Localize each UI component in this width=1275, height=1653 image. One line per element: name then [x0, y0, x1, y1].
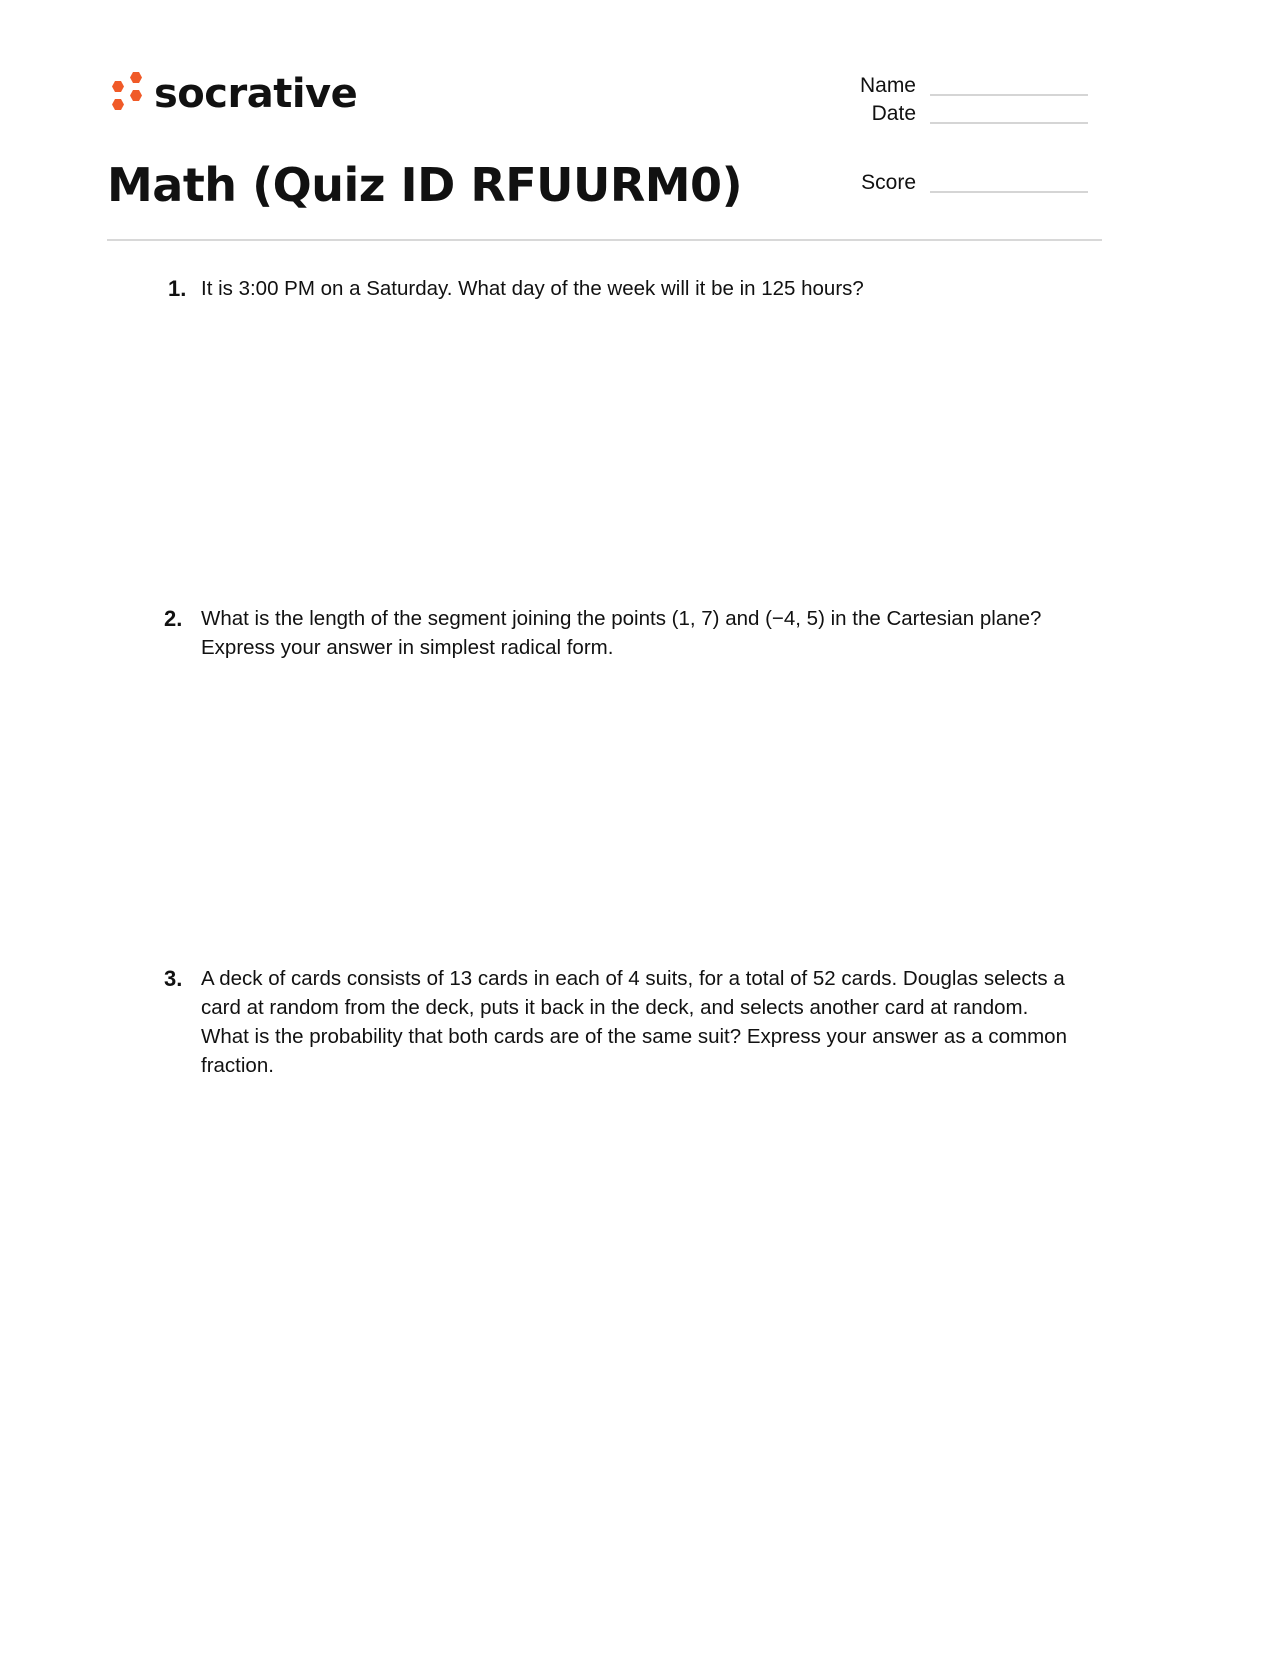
- score-line: [930, 191, 1088, 193]
- question-text: What is the length of the segment joining the points (1, 7) and (−4, 5) in the Cartesian plane? Express your answer in simplest radical form.: [201, 607, 1042, 659]
- question-3: [160, 964, 1080, 1080]
- question-number: 3.: [164, 966, 183, 991]
- question-text: It is 3:00 PM on a Saturday. What day of the week will it be in 125 hours?: [201, 277, 864, 300]
- question-1: [160, 274, 1080, 303]
- brand-name: socrative: [154, 71, 358, 117]
- score-field: [796, 171, 1088, 195]
- question-number: 1.: [168, 276, 187, 301]
- question-text: A deck of cards consists of 13 cards in each of 4 suits, for a total of 52 cards. Douglas selects a card at random from the deck, puts it back in the deck, and selects another card at random. What is the probability that both cards are of the same suit? Express your answer as a common fraction.: [201, 967, 1067, 1077]
- date-field: [796, 102, 1088, 126]
- score-label: Score: [861, 171, 916, 194]
- socrative-logo: [107, 70, 357, 118]
- header-divider: [107, 239, 1102, 241]
- page-title: Math (Quiz ID RFUURM0): [107, 158, 743, 212]
- name-label: Name: [859, 74, 916, 97]
- date-label: Date: [871, 102, 916, 125]
- question-number: 2.: [164, 606, 183, 631]
- question-2: [160, 604, 1080, 662]
- hexagon-logo-icon: [107, 70, 145, 118]
- name-line: [930, 94, 1088, 96]
- date-line: [930, 122, 1088, 124]
- name-field: [796, 74, 1088, 98]
